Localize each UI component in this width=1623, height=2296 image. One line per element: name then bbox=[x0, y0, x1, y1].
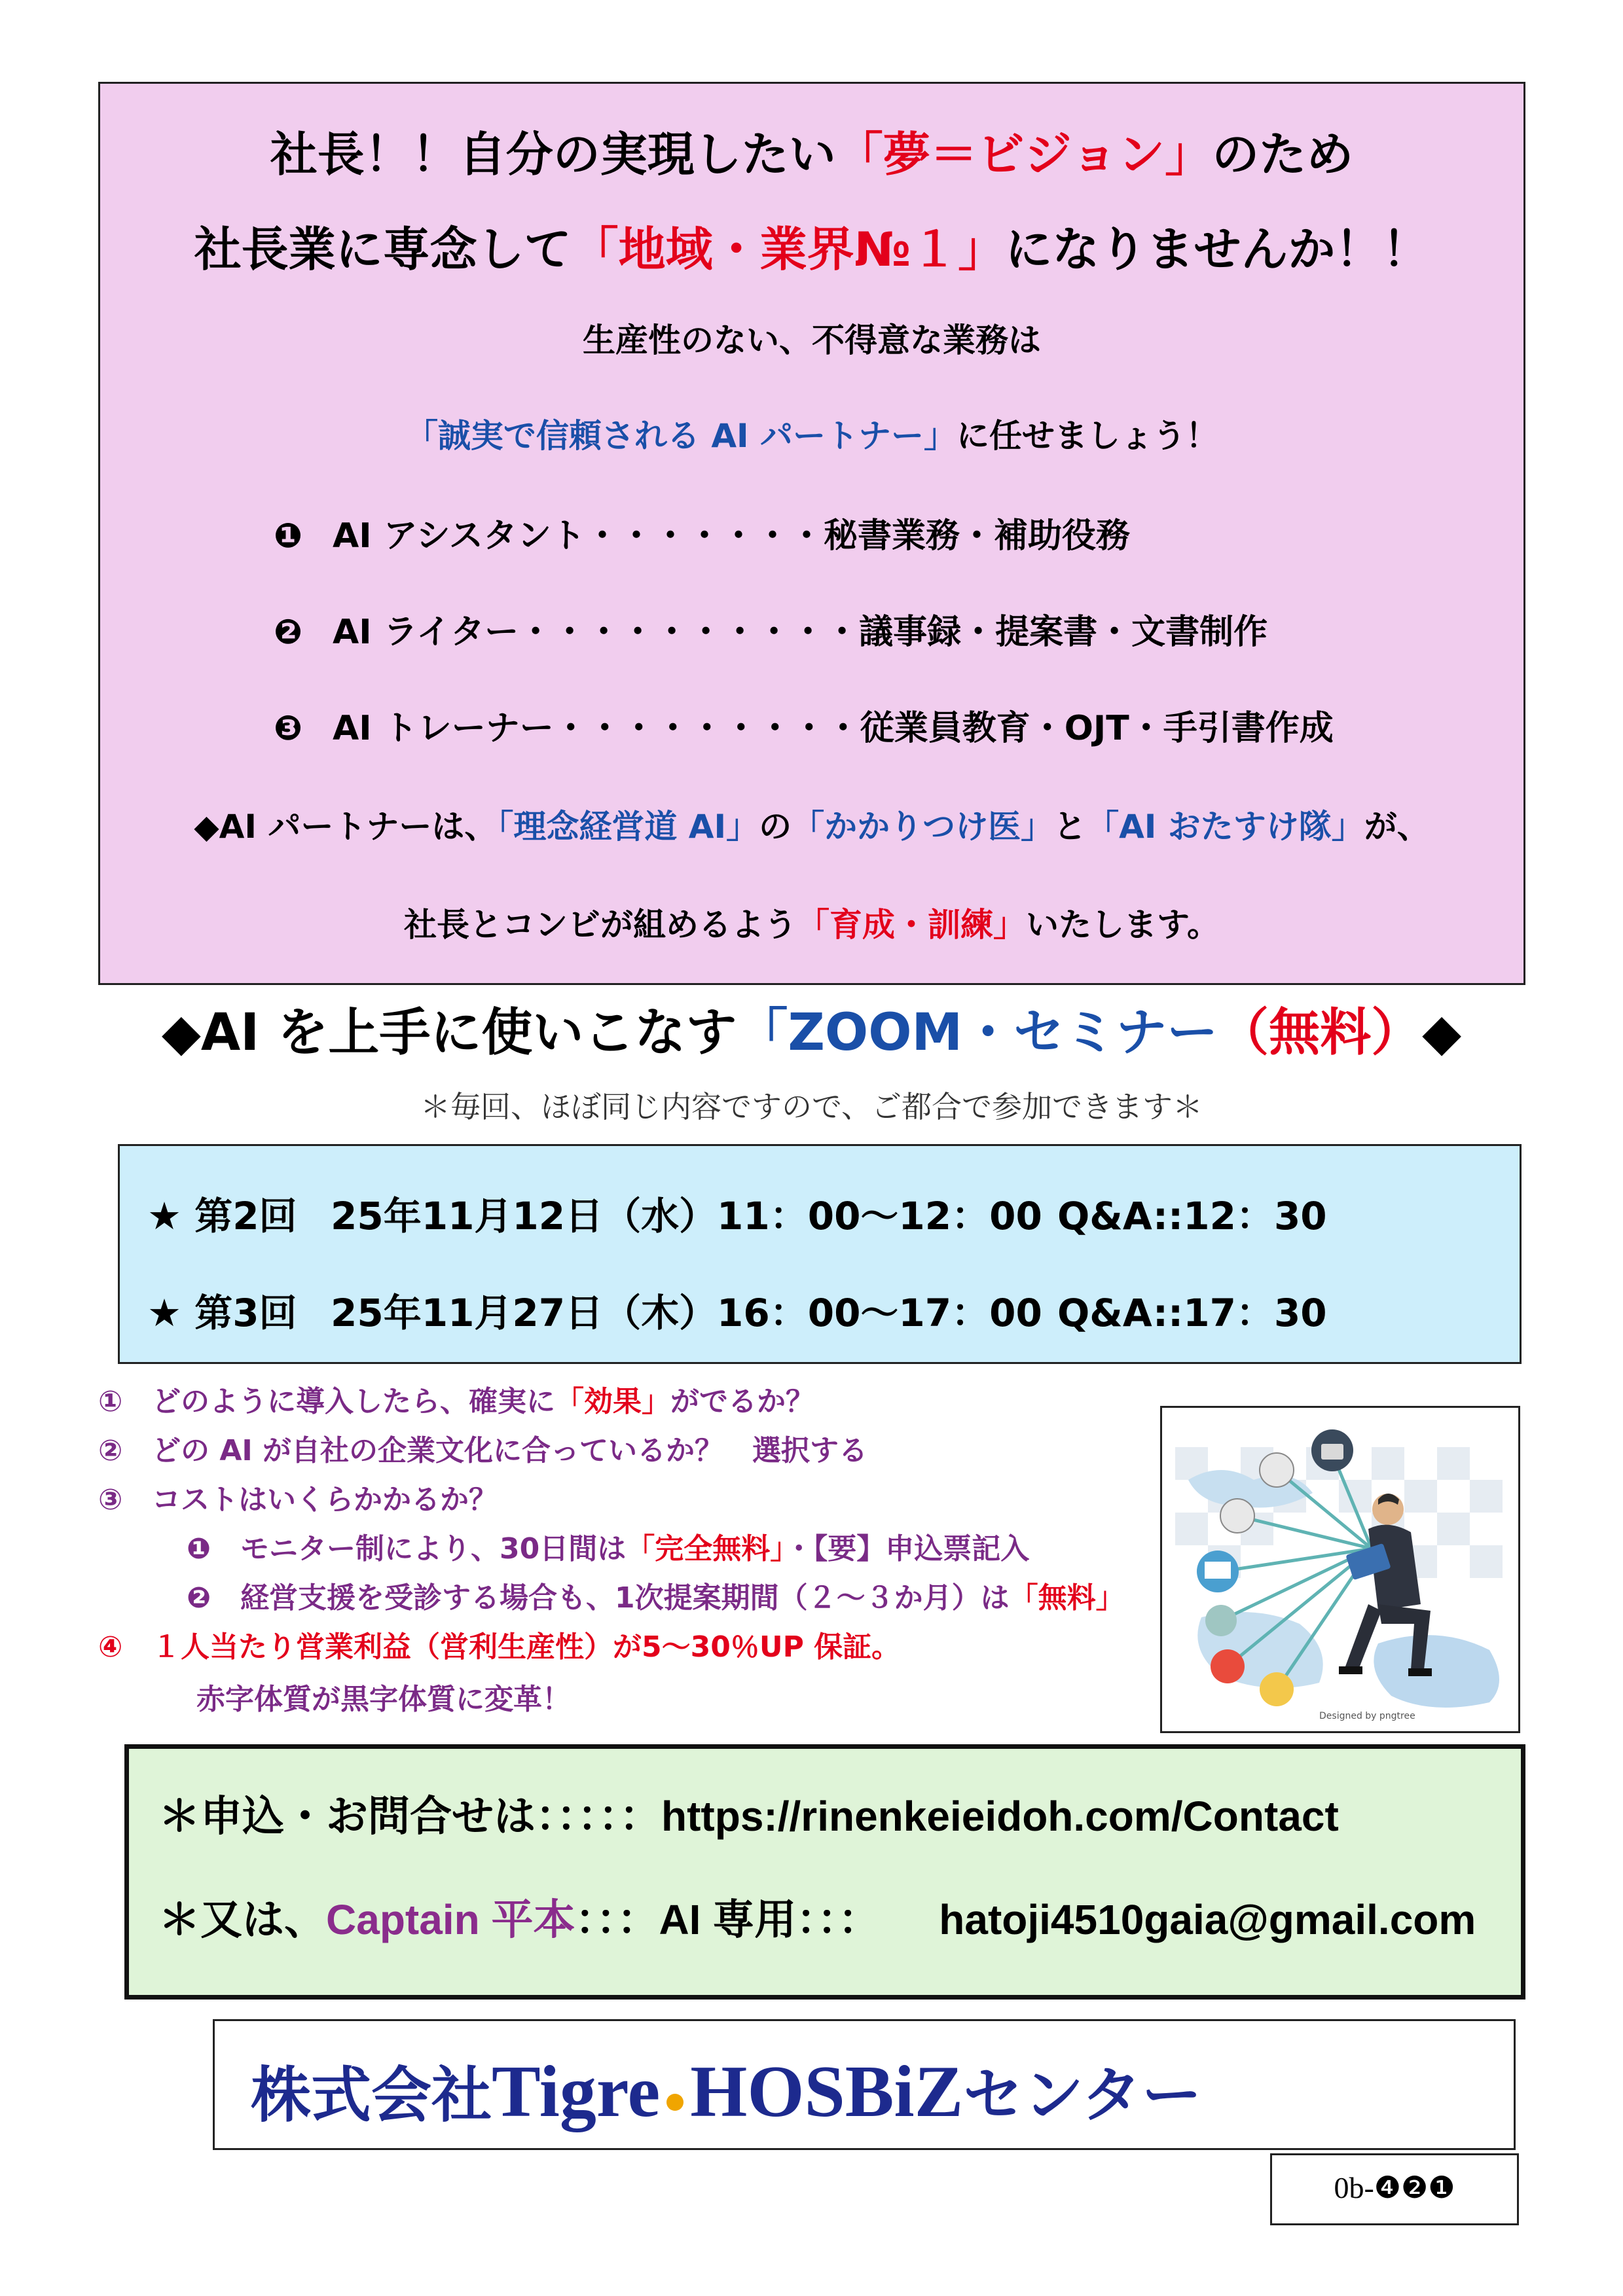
headline-text: になりませんか！！ bbox=[1005, 222, 1430, 277]
intro-text: に任せましょう！ bbox=[957, 417, 1219, 455]
partner-highlight: 「育成・訓練」 bbox=[797, 906, 1026, 944]
contact-line-1 bbox=[158, 1783, 1339, 1843]
question-text: どのように導入したら、確実に bbox=[152, 1385, 555, 1418]
headline-text: のため bbox=[1212, 127, 1354, 182]
document-code-box bbox=[1270, 2153, 1519, 2225]
seminar-note: ＊毎回、ほぼ同じ内容ですので、ご都合で参加できます＊ bbox=[420, 1089, 1203, 1124]
contact-label: ：：：AI 専用：：： bbox=[575, 1896, 881, 1943]
schedule-time: 11：00～12：00 bbox=[717, 1194, 1042, 1238]
question-number: ❶ bbox=[187, 1532, 211, 1566]
contact-email-link[interactable]: hatoji4510gaia@gmail.com bbox=[939, 1896, 1476, 1943]
service-number: ❸ bbox=[274, 709, 303, 748]
seminar-title-highlight: 「ZOOM・セミナー bbox=[737, 1003, 1218, 1062]
seminar-title-text: ◆ bbox=[1422, 1003, 1462, 1062]
question-text: がでるか？ bbox=[670, 1385, 814, 1418]
question-text: 赤字体質が黒字体質に変革！ bbox=[196, 1683, 571, 1716]
partner-highlight: 「かかりつけ医」 bbox=[792, 808, 1054, 846]
partner-highlight: 「AI おたすけ隊」 bbox=[1086, 808, 1364, 846]
partner-text: と bbox=[1053, 808, 1087, 846]
schedule-qa: Q&A::12：30 bbox=[1057, 1194, 1327, 1238]
headline-text: 社長業に専念して bbox=[194, 222, 572, 277]
question-3-sub-2 bbox=[187, 1574, 1125, 1616]
intro-highlight: 「誠実で信頼される AI パートナー」 bbox=[405, 417, 957, 455]
briefcase-icon bbox=[1311, 1429, 1353, 1471]
question-number: ② bbox=[98, 1434, 123, 1467]
seminar-free-label: （無料） bbox=[1218, 1003, 1423, 1062]
schedule-round: ★ 第2回 bbox=[147, 1194, 297, 1238]
question-3-sub-1 bbox=[187, 1525, 1029, 1567]
contact-box bbox=[124, 1744, 1525, 2000]
question-highlight: 「無料」 bbox=[1009, 1581, 1125, 1615]
question-number: ❷ bbox=[187, 1581, 211, 1615]
headline-line-2 bbox=[100, 211, 1523, 279]
wifi-router-icon bbox=[1260, 1453, 1294, 1487]
business-illustration bbox=[1160, 1406, 1520, 1733]
service-label: AI アシスタント・・・・・・・秘書業務・補助役務 bbox=[333, 516, 1131, 556]
partner-text: ◆AI パートナーは、 bbox=[194, 808, 498, 846]
image-credit: Designed by pngtree bbox=[1319, 1711, 1415, 1721]
question-text: 経営支援を受診する場合も、1次提案期間（２～３か月）は bbox=[240, 1581, 1010, 1615]
seminar-title-text: ◆AI を上手に使いこなす bbox=[161, 1003, 737, 1062]
question-2 bbox=[98, 1427, 867, 1469]
service-number: ❷ bbox=[274, 613, 303, 652]
schedule-qa: Q&A::17：30 bbox=[1057, 1291, 1327, 1335]
logo-dot-icon bbox=[666, 2094, 684, 2111]
service-number: ❶ bbox=[274, 516, 303, 556]
question-4-sub bbox=[196, 1676, 571, 1717]
contact-label: ＊又は、 bbox=[158, 1896, 326, 1943]
company-prefix: 株式会社 bbox=[251, 2060, 492, 2130]
service-item bbox=[274, 508, 1130, 557]
company-brand-1: Tigre bbox=[492, 2051, 661, 2132]
headline-highlight: 「夢＝ビジョン」 bbox=[835, 127, 1213, 182]
service-label: AI トレーナー・・・・・・・・・従業員教育・OJT・手引書作成 bbox=[333, 709, 1334, 748]
company-logo-box bbox=[213, 2019, 1516, 2150]
question-highlight: 「完全無料」 bbox=[626, 1532, 785, 1566]
partner-line-1 bbox=[100, 800, 1523, 848]
partner-highlight: 「理念経営道 AI」 bbox=[497, 808, 759, 846]
partner-text: の bbox=[759, 808, 792, 846]
intro-line-2 bbox=[100, 410, 1523, 457]
card-icon bbox=[1211, 1649, 1245, 1683]
question-number: ④ bbox=[98, 1630, 123, 1664]
question-text: どの AI が自社の企業文化に合っているか？ 選択する bbox=[152, 1434, 868, 1467]
partner-text: 社長とコンビが組めるよう bbox=[404, 906, 797, 944]
headline-line-1 bbox=[100, 117, 1523, 185]
question-4 bbox=[98, 1623, 900, 1665]
company-suffix: センター bbox=[963, 2060, 1202, 2130]
partner-text: いたします。 bbox=[1026, 906, 1220, 944]
partner-text: が、 bbox=[1364, 808, 1430, 846]
partner-line-2 bbox=[100, 899, 1523, 946]
schedule-date: 25年11月12日（水） bbox=[331, 1194, 718, 1238]
document-code: 0b-❹❷❶ bbox=[1334, 2171, 1455, 2204]
question-1 bbox=[98, 1378, 814, 1420]
question-highlight: １人当たり営業利益（営利生産性）が5～30％UP 保証。 bbox=[152, 1630, 901, 1664]
schedule-row bbox=[147, 1282, 1327, 1337]
service-label: AI ライター・・・・・・・・・・議事録・提案書・文書制作 bbox=[333, 613, 1268, 652]
question-text: ・【要】申込票記入 bbox=[784, 1532, 1030, 1566]
question-text: モニター制により、30日間は bbox=[240, 1532, 627, 1566]
question-number: ① bbox=[98, 1385, 123, 1418]
contact-label: ＊申込・お問合せは：：：：： bbox=[158, 1793, 661, 1840]
question-highlight: 「効果」 bbox=[555, 1385, 670, 1418]
globe-icon bbox=[1205, 1605, 1237, 1636]
business-illustration-svg bbox=[1162, 1408, 1518, 1731]
headline-highlight: 「地域・業界№１」 bbox=[571, 222, 1006, 277]
seminar-title bbox=[0, 992, 1623, 1065]
contact-line-2 bbox=[158, 1886, 1476, 1946]
schedule-round: ★ 第3回 bbox=[147, 1291, 297, 1335]
question-3 bbox=[98, 1476, 498, 1518]
schedule-date: 25年11月27日（木） bbox=[331, 1291, 718, 1335]
question-text: コストはいくらかかるか？ bbox=[152, 1483, 498, 1516]
headline-text: 社長！！自分の実現したい bbox=[270, 127, 836, 182]
vision-box bbox=[98, 82, 1525, 985]
intro-line-1: 生産性のない、不得意な業務は bbox=[583, 321, 1041, 359]
schedule-row bbox=[147, 1185, 1327, 1240]
question-number: ③ bbox=[98, 1483, 123, 1516]
contact-url-link[interactable]: https://rinenkeieidoh.com/Contact bbox=[661, 1793, 1339, 1840]
coin-icon bbox=[1260, 1672, 1294, 1706]
phone-icon bbox=[1220, 1499, 1254, 1533]
contact-person: Captain 平本 bbox=[326, 1896, 575, 1943]
company-logo bbox=[251, 2047, 1202, 2134]
company-brand-2: HOSBiZ bbox=[690, 2051, 964, 2132]
schedule-box bbox=[118, 1144, 1522, 1364]
service-item bbox=[274, 700, 1334, 749]
service-item bbox=[274, 604, 1267, 653]
schedule-time: 16：00～17：00 bbox=[717, 1291, 1042, 1335]
